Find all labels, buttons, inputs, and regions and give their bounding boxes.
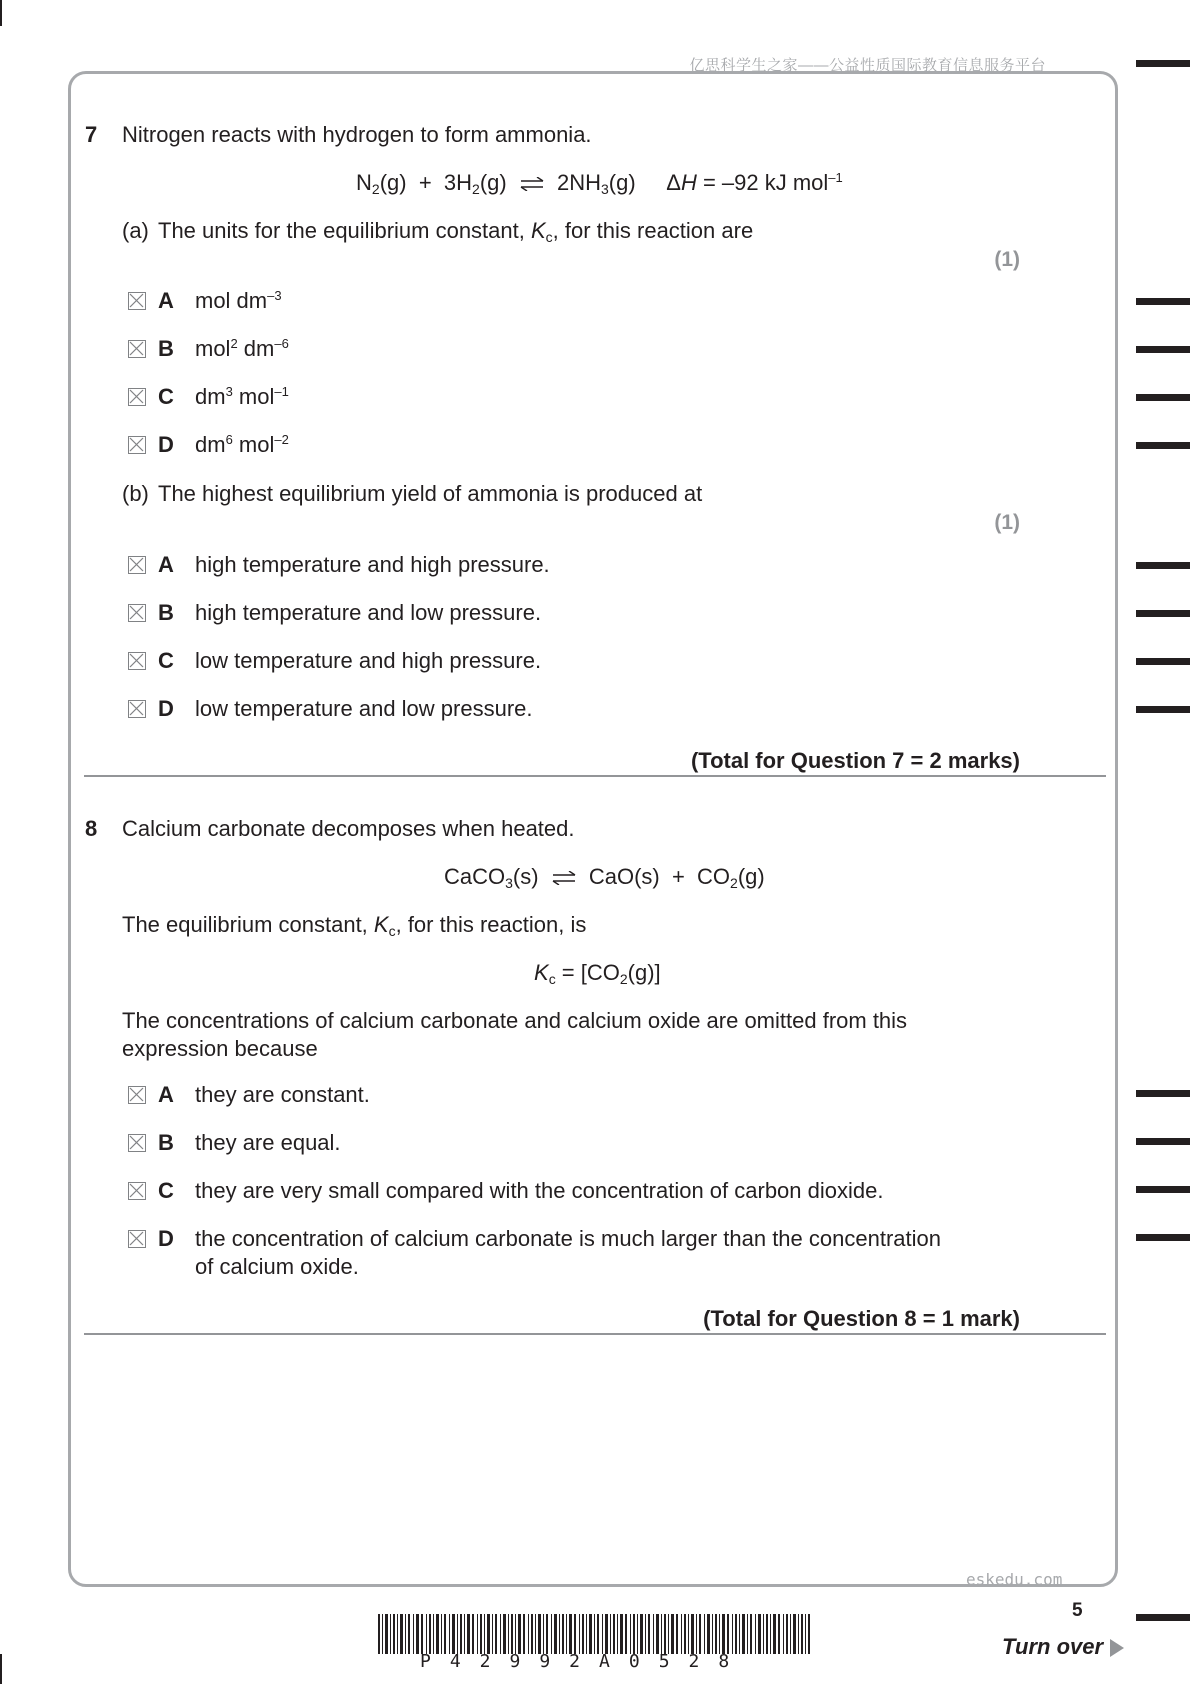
margin-tick: [1136, 1234, 1190, 1241]
question-8-kc-expression: $K_c = [CO_2(g)]$: [534, 960, 661, 987]
answer-checkbox[interactable]: [128, 604, 146, 622]
option-letter: A: [158, 1082, 174, 1107]
crop-mark-bottom: [0, 1654, 2, 1684]
page-number: 5: [1072, 1600, 1083, 1621]
margin-tick: [1136, 706, 1190, 713]
barcode-text: P42992A0528: [420, 1651, 749, 1672]
option-text: high temperature and high pressure.: [195, 552, 550, 577]
margin-tick: [1136, 1614, 1190, 1621]
answer-checkbox[interactable]: [128, 292, 146, 310]
option-letter: D: [158, 1226, 174, 1251]
question-divider: [84, 1333, 1106, 1335]
margin-tick: [1136, 298, 1190, 305]
option-letter: D: [158, 696, 174, 721]
question-7-number: 7: [85, 122, 98, 147]
option-text: $dm^6$ mol$^{-2}$: [195, 432, 289, 457]
margin-tick: [1136, 346, 1190, 353]
turn-over-arrow-icon: [1110, 1639, 1124, 1657]
option-letter: D: [158, 432, 174, 457]
option-text: $dm^3$ mol$^{-1}$: [195, 384, 289, 409]
option-text: mol$^2$ $dm^{-6}$: [195, 336, 289, 361]
question-7a-label: (a): [122, 218, 149, 243]
option-text: mol $dm^{-3}$: [195, 288, 282, 313]
question-7-equation: $N_2(g) + 3H_2(g)$ $2NH_3(g)$ ΔH = –92 kJ mol$^{-1}$: [356, 170, 843, 197]
option-letter: C: [158, 1178, 174, 1203]
question-8-total: (Total for Question 8 = 1 mark): [703, 1306, 1020, 1331]
question-7-stem: Nitrogen reacts with hydrogen to form ammonia.: [122, 122, 592, 147]
answer-checkbox[interactable]: [128, 700, 146, 718]
question-8-number: 8: [85, 816, 98, 841]
answer-checkbox[interactable]: [128, 436, 146, 454]
question-7b-label: (b): [122, 481, 149, 506]
question-divider: [84, 775, 1106, 777]
question-8-text-line-1: The concentrations of calcium carbonate and calcium oxide are omitted from this: [122, 1008, 908, 1033]
option-text: they are constant.: [195, 1082, 370, 1107]
question-8-kc-line: The equilibrium constant, $K_c$, for this reaction, is: [122, 912, 587, 939]
equilibrium-arrow-icon: [519, 177, 545, 191]
footer-site: eskedu.com: [966, 1570, 1063, 1589]
option-text: they are equal.: [195, 1130, 341, 1155]
margin-tick: [1136, 394, 1190, 401]
question-7b-marks: (1): [994, 511, 1020, 534]
crop-mark-top: [0, 0, 2, 26]
option-letter: C: [158, 384, 174, 409]
question-7a-text: The units for the equilibrium constant, $K_c$, for this reaction are: [158, 218, 754, 245]
question-7-total: (Total for Question 7 = 2 marks): [690, 748, 1020, 773]
answer-checkbox[interactable]: [128, 1086, 146, 1104]
option-letter: B: [158, 336, 174, 361]
option-letter: B: [158, 1130, 174, 1155]
barcode-image: [378, 1614, 810, 1654]
margin-tick: [1136, 60, 1190, 67]
option-letter: A: [158, 552, 174, 577]
answer-checkbox[interactable]: [128, 340, 146, 358]
option-letter: C: [158, 648, 174, 673]
answer-checkbox[interactable]: [128, 388, 146, 406]
question-8-equation: CaCO$_3$(s) $CaO(s) + CO_2(g)$: [444, 864, 765, 891]
question-7a-marks: (1): [994, 248, 1020, 271]
answer-checkbox[interactable]: [128, 652, 146, 670]
margin-tick: [1136, 1138, 1190, 1145]
answer-checkbox[interactable]: [128, 1230, 146, 1248]
margin-tick: [1136, 610, 1190, 617]
option-text-continued: of calcium oxide.: [195, 1254, 359, 1279]
answer-checkbox[interactable]: [128, 1134, 146, 1152]
margin-tick: [1136, 1186, 1190, 1193]
option-text: low temperature and high pressure.: [195, 648, 542, 673]
equilibrium-arrow-icon: [551, 871, 577, 885]
option-text: the concentration of calcium carbonate is much larger than the concentration: [195, 1226, 941, 1251]
option-text: low temperature and low pressure.: [195, 696, 533, 721]
turn-over-label: Turn over: [1002, 1634, 1104, 1659]
option-text: they are very small compared with the concentration of carbon dioxide.: [195, 1178, 884, 1203]
answer-checkbox[interactable]: [128, 556, 146, 574]
question-8-stem: Calcium carbonate decomposes when heated.: [122, 816, 575, 841]
margin-tick: [1136, 1090, 1190, 1097]
margin-tick: [1136, 658, 1190, 665]
question-8-text-line-2: expression because: [122, 1036, 318, 1061]
option-text: high temperature and low pressure.: [195, 600, 542, 625]
margin-tick: [1136, 442, 1190, 449]
header-watermark: 亿思科学生之家——公益性质国际教育信息服务平台: [689, 57, 1046, 74]
option-letter: A: [158, 288, 174, 313]
margin-tick: [1136, 562, 1190, 569]
question-7b-text: The highest equilibrium yield of ammonia is produced at: [158, 481, 703, 506]
option-letter: B: [158, 600, 174, 625]
answer-checkbox[interactable]: [128, 1182, 146, 1200]
